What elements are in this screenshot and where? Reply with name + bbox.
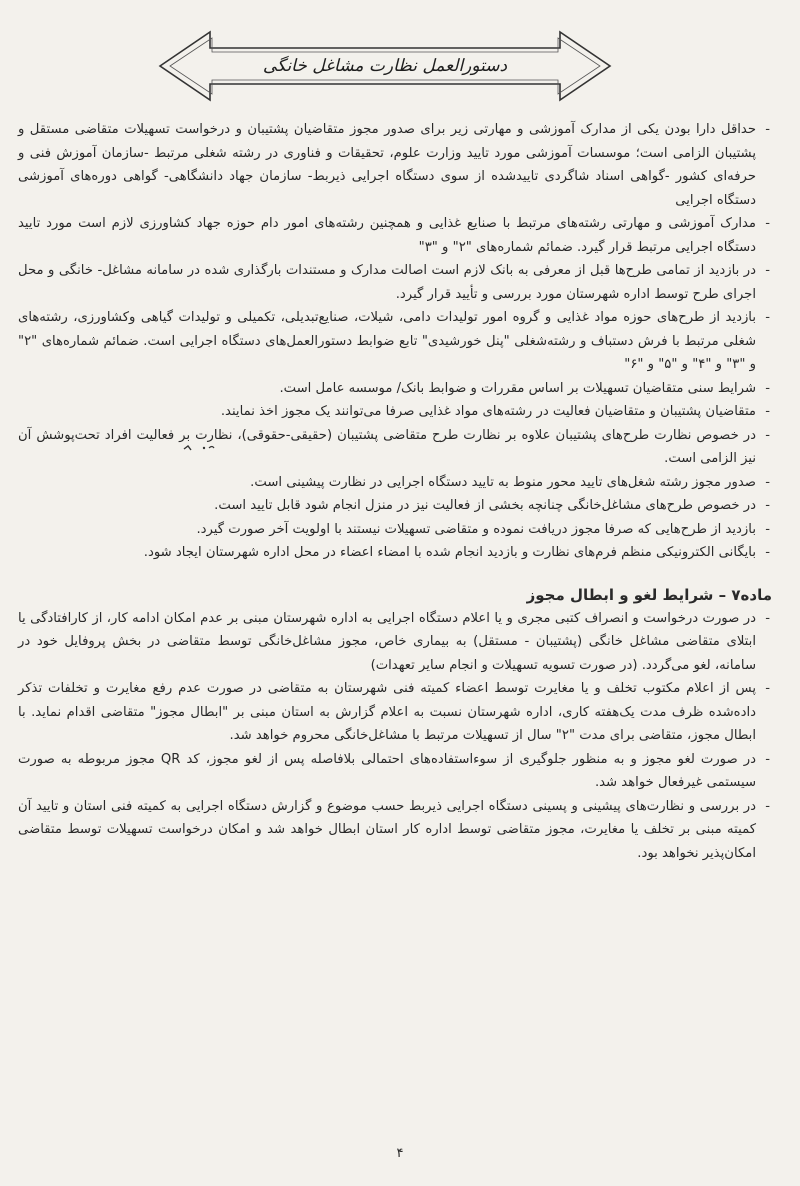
list-item: - متقاضیان پشتیبان و متقاضیان فعالیت در رشته‌های مواد غذایی صرفا می‌توانند یک مجوز اخذ نمایند. [18,400,772,424]
section-cancellation [18,607,772,866]
pen-mark-icon [182,443,216,453]
list-item: - شرایط سنی متقاضیان تسهیلات بر اساس مقررات و ضوابط بانک/ موسسه عامل است. [18,377,772,401]
list-item: - پس از اعلام مکتوب تخلف و یا مغایرت توسط اعضاء کمیته فنی شهرستان به متقاضی در صورت عدم رفع مغایرت و تخلفات تذکر داده‌شده ظرف مدت یک‌هفته کاری، اداره شهرستان نسبت به اعلام گزارش به استان مبنی بر "ابطال مجوز" متقاضی اقدام نماید. با ابطال مجوز، متقاضی برای مدت "۲" سال از تسهیلات مرتبط با مشاغل‌خانگی محروم خواهد شد. [18,677,772,748]
list-item: - مدارک آموزشی و مهارتی رشته‌های مرتبط با صنایع غذایی و همچنین رشته‌های امور دام حوزه جهاد کشاورزی لازم است مورد تایید دستگاه اجرایی مرتبط قرار گیرد. ضمائم شماره‌های "۲" و "۳" [18,212,772,259]
list-item: - بازدید از طرح‌های حوزه مواد غذایی و گروه امور تولیدات دامی، شیلات، صنایع‌تبدیلی، تکمیلی و تولیدات گیاهی وکشاورزی، رشته‌های شغلی مرتبط با فرش دستباف و رشته‌شغلی "پنل خورشیدی" تابع ضوابط دستورالعمل‌های دستگاه اجرایی است. ضمائم شماره‌های "۲" و "۳" و "۴" و "۵" و "۶" [18,306,772,377]
list-item: - در صورت لغو مجوز و به منظور جلوگیری از سوءاستفاده‌های احتمالی بلافاصله پس از لغو مجوز، کد QR مجوز مربوطه به صورت سیستمی غیرفعال خواهد شد. [18,748,772,795]
document-body [18,118,772,865]
section-heading: ماده۷ – شرایط لغو و ابطال مجوز [526,585,772,604]
list-item: - در خصوص طرح‌های مشاغل‌خانگی چنانچه بخشی از فعالیت نیز در منزل انجام شود قابل تایید است. [18,494,772,518]
list-item: - بایگانی الکترونیکی منظم فرم‌های نظارت و بازدید انجام شده با امضاء اعضاء در محل اداره شهرستان ایجاد شود. [18,541,772,565]
list-item: - در بررسی و نظارت‌های پیشینی و پسینی دستگاه اجرایی ذیربط حسب موضوع و گزارش دستگاه اجرایی به کمیته فنی استان و تایید آن کمیته مبنی بر تخلف یا مغایرت، مجوز متقاضی توسط اداره کار استان ابطال خواهد شد و امکان درخواست تسهیلات توسط متقاضی امکان‌پذیر نخواهد بود. [18,795,772,866]
list-item: - در بازدید از تمامی طرح‌ها قبل از معرفی به بانک لازم است اصالت مدارک و مستندات بارگذاری شده در سامانه مشاغل- خانگی و محل اجرای طرح توسط اداره شهرستان مورد بررسی و تأیید قرار گیرد. [18,259,772,306]
title-banner [150,22,620,110]
document-title: دستورالعمل نظارت مشاغل خانگی [262,56,508,76]
page-number: ۴ [396,1146,404,1161]
list-item: - صدور مجوز رشته شغل‌های تایید محور منوط به تایید دستگاه اجرایی در نظارت پیشینی است. [18,471,772,495]
list-item: - حداقل دارا بودن یکی از مدارک آموزشی و مهارتی زیر برای صدور مجوز متقاضیان پشتیبان و درخواست تسهیلات متقاضی مستقل و پشتیبان الزامی است؛ موسسات آموزشی مورد تایید وزارت علوم، تحقیقات و فناوری در رشته شغلی مرتبط -سازمان آموزش فنی و حرفه‌ای کشور -گواهی اسناد شاگردی تاییدشده از سوی دستگاه اجرایی ذیربط- سازمان جهاد دانشگاهی- گواهی دوره‌های آموزشی دستگاه اجرایی [18,118,772,212]
list-item: - در خصوص نظارت طرح‌های پشتیبان علاوه بر نظارت طرح متقاضی پشتیبان (حقیقی-حقوقی)، نظارت بر فعالیت افراد تحت‌پوشش آن نیز الزامی است. [18,424,772,471]
list-item: - در صورت درخواست و انصراف کتبی مجری و یا اعلام دستگاه اجرایی به اداره شهرستان مبنی بر عدم امکان ادامه کار، از کارافتادگی یا ابتلای متقاضی مشاغل خانگی (پشتیبان - مستقل) به بیماری خاص، مجوز مشاغل‌خانگی توسط متقاضی در بخش پروفایل خود در سامانه، لغو می‌گردد. (در صورت تسویه تسهیلات و انجام سایر تعهدات) [18,607,772,678]
list-item: - بازدید از طرح‌هایی که صرفا مجوز دریافت نموده و متقاضی تسهیلات نیستند با اولویت آخر صورت گیرد. [18,518,772,542]
section-general [18,118,772,565]
